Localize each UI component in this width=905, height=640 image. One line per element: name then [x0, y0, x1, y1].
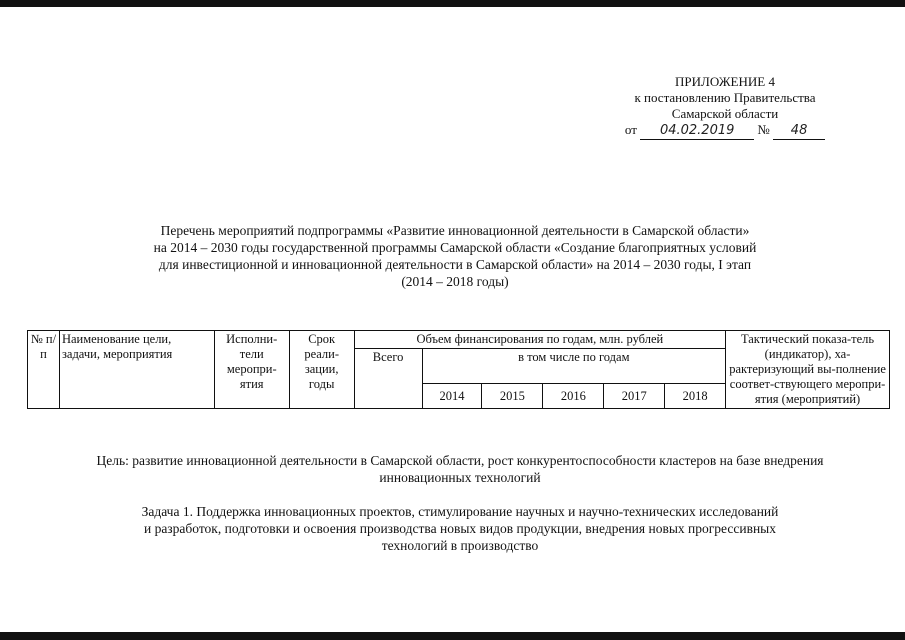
header-cell-term: Срок реали-зации, годы: [289, 331, 354, 409]
number-prefix: №: [757, 122, 770, 137]
measures-table: [27, 330, 890, 409]
title-line-4: (2014 – 2018 годы): [401, 274, 509, 289]
header-cell-year: 2015: [482, 384, 543, 409]
task-statement: [70, 503, 850, 554]
appendix-line-1: к постановлению Правительства: [634, 90, 816, 105]
task-line-3: технологий в производство: [381, 538, 539, 553]
goal-statement: [70, 452, 850, 486]
goal-line-1: Цель: развитие инновационной деятельности в Самарской области, рост конкурентоспособности кластеров на базе внедрения: [96, 453, 824, 468]
appendix-date-line: [590, 122, 860, 140]
scan-border-bottom: [0, 632, 905, 640]
handwritten-date: 04.02.2019: [640, 123, 754, 140]
goal-line-2: инновационных технологий: [379, 470, 541, 485]
header-cell-name: Наименование цели, задачи, мероприятия: [59, 331, 214, 409]
document-title: [90, 222, 820, 290]
scan-border-top: [0, 0, 905, 7]
task-line-2: и разработок, подготовки и освоения производства новых видов продукции, внедрения новых прогрессивных: [143, 521, 777, 536]
appendix-label: ПРИЛОЖЕНИЕ 4: [675, 74, 775, 89]
title-line-2: на 2014 – 2030 годы государственной программы Самарской области «Создание благоприятных условий: [153, 240, 757, 255]
header-cell-total: Всего: [354, 349, 422, 409]
header-cell-year: 2017: [604, 384, 665, 409]
handwritten-number: 48: [773, 123, 825, 140]
title-line-3: для инвестиционной и инновационной деятельности в Самарской области» на 2014 – 2030 годы, I этап: [158, 257, 752, 272]
header-cell-indicator: Тактический показа-тель (индикатор), ха-рактеризующий вы-полнение соответ-ствующего меропри-ятия (мероприятий): [726, 331, 890, 409]
header-cell-funding: Объем финансирования по годам, млн. рублей: [354, 331, 725, 349]
title-line-1: Перечень мероприятий подпрограммы «Развитие инновационной деятельности в Самарской области»: [160, 223, 750, 238]
task-line-1: Задача 1. Поддержка инновационных проектов, стимулирование научных и научно-технических исследований: [141, 504, 779, 519]
header-cell-year: 2014: [422, 384, 482, 409]
header-cell-year: 2016: [543, 384, 604, 409]
header-cell-number: № п/п: [28, 331, 60, 409]
header-cell-by-years: в том числе по годам: [422, 349, 726, 384]
header-cell-year: 2018: [665, 384, 726, 409]
date-prefix: от: [624, 122, 637, 137]
appendix-header: [590, 74, 860, 140]
header-cell-executors: Исполни-тели меропри-ятия: [214, 331, 289, 409]
appendix-line-2: Самарской области: [671, 106, 779, 121]
